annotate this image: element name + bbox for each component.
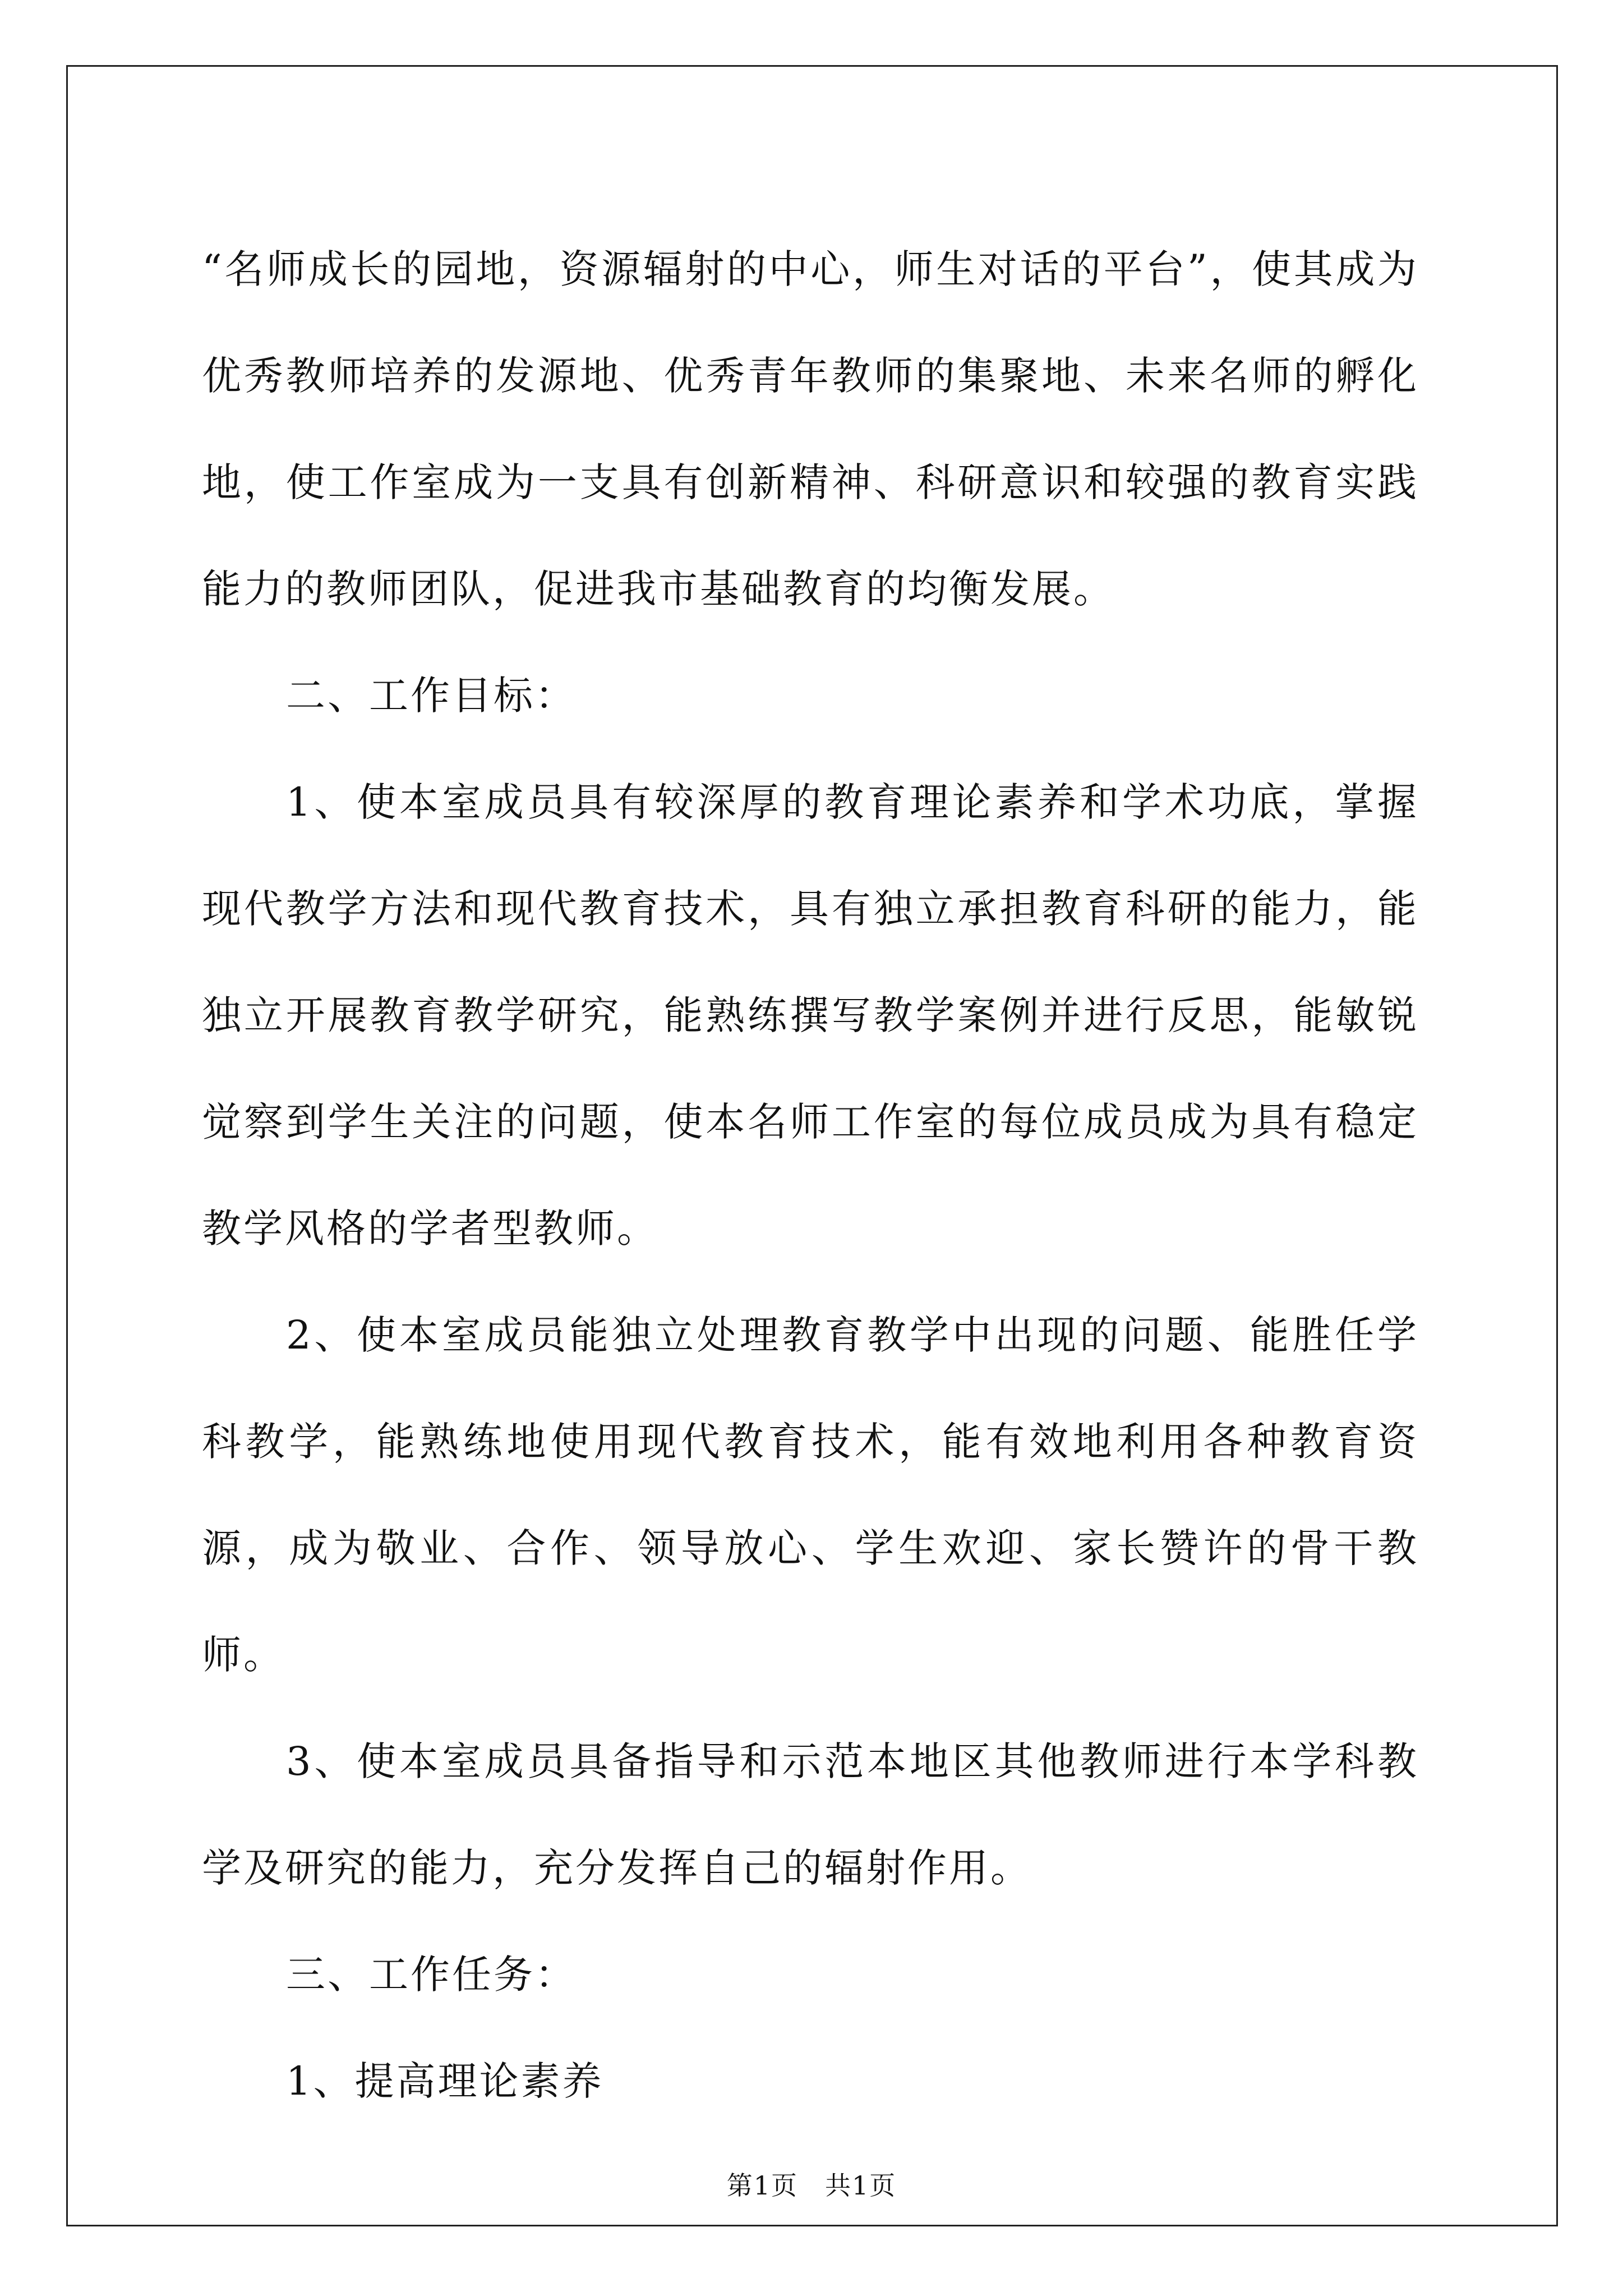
paragraph-goal-2: 2、使本室成员能独立处理教育教学中出现的问题、能胜任学科教学，能熟练地使用现代教育技术，能有效地利用各种教育资源，成为敬业、合作、领导放心、学生欢迎、家长赞许的骨干教师。	[202, 1312, 1419, 1678]
paragraph-task-1: 1、提高理论素养	[286, 2058, 604, 2104]
heading-work-tasks: 三、工作任务：	[286, 1952, 577, 1998]
paragraph-goal-1: 1、使本室成员具有较深厚的教育理论素养和学术功底，掌握现代教学方法和现代教育技术，具有独立承担教育科研的能力，能独立开展教育教学研究，能熟练撰写教学案例并进行反思，能敏锐觉察到学生关注的问题，使本名师工作室的每位成员成为具有稳定教学风格的学者型教师。	[202, 779, 1419, 1251]
document-body	[202, 216, 1419, 2134]
heading-work-goals: 二、工作目标：	[286, 673, 577, 719]
paragraph-goal-3: 3、使本室成员具备指导和示范本地区其他教师进行本学科教学及研究的能力，充分发挥自己的辐射作用。	[202, 1738, 1419, 1891]
page-footer: 第1页 共1页	[726, 2170, 897, 2201]
paragraph-intro: “名师成长的园地，资源辐射的中心，师生对话的平台”，使其成为优秀教师培养的发源地、优秀青年教师的集聚地、未来名师的孵化地，使工作室成为一支具有创新精神、科研意识和较强的教育实践能力的教师团队，促进我市基础教育的均衡发展。	[202, 246, 1419, 612]
